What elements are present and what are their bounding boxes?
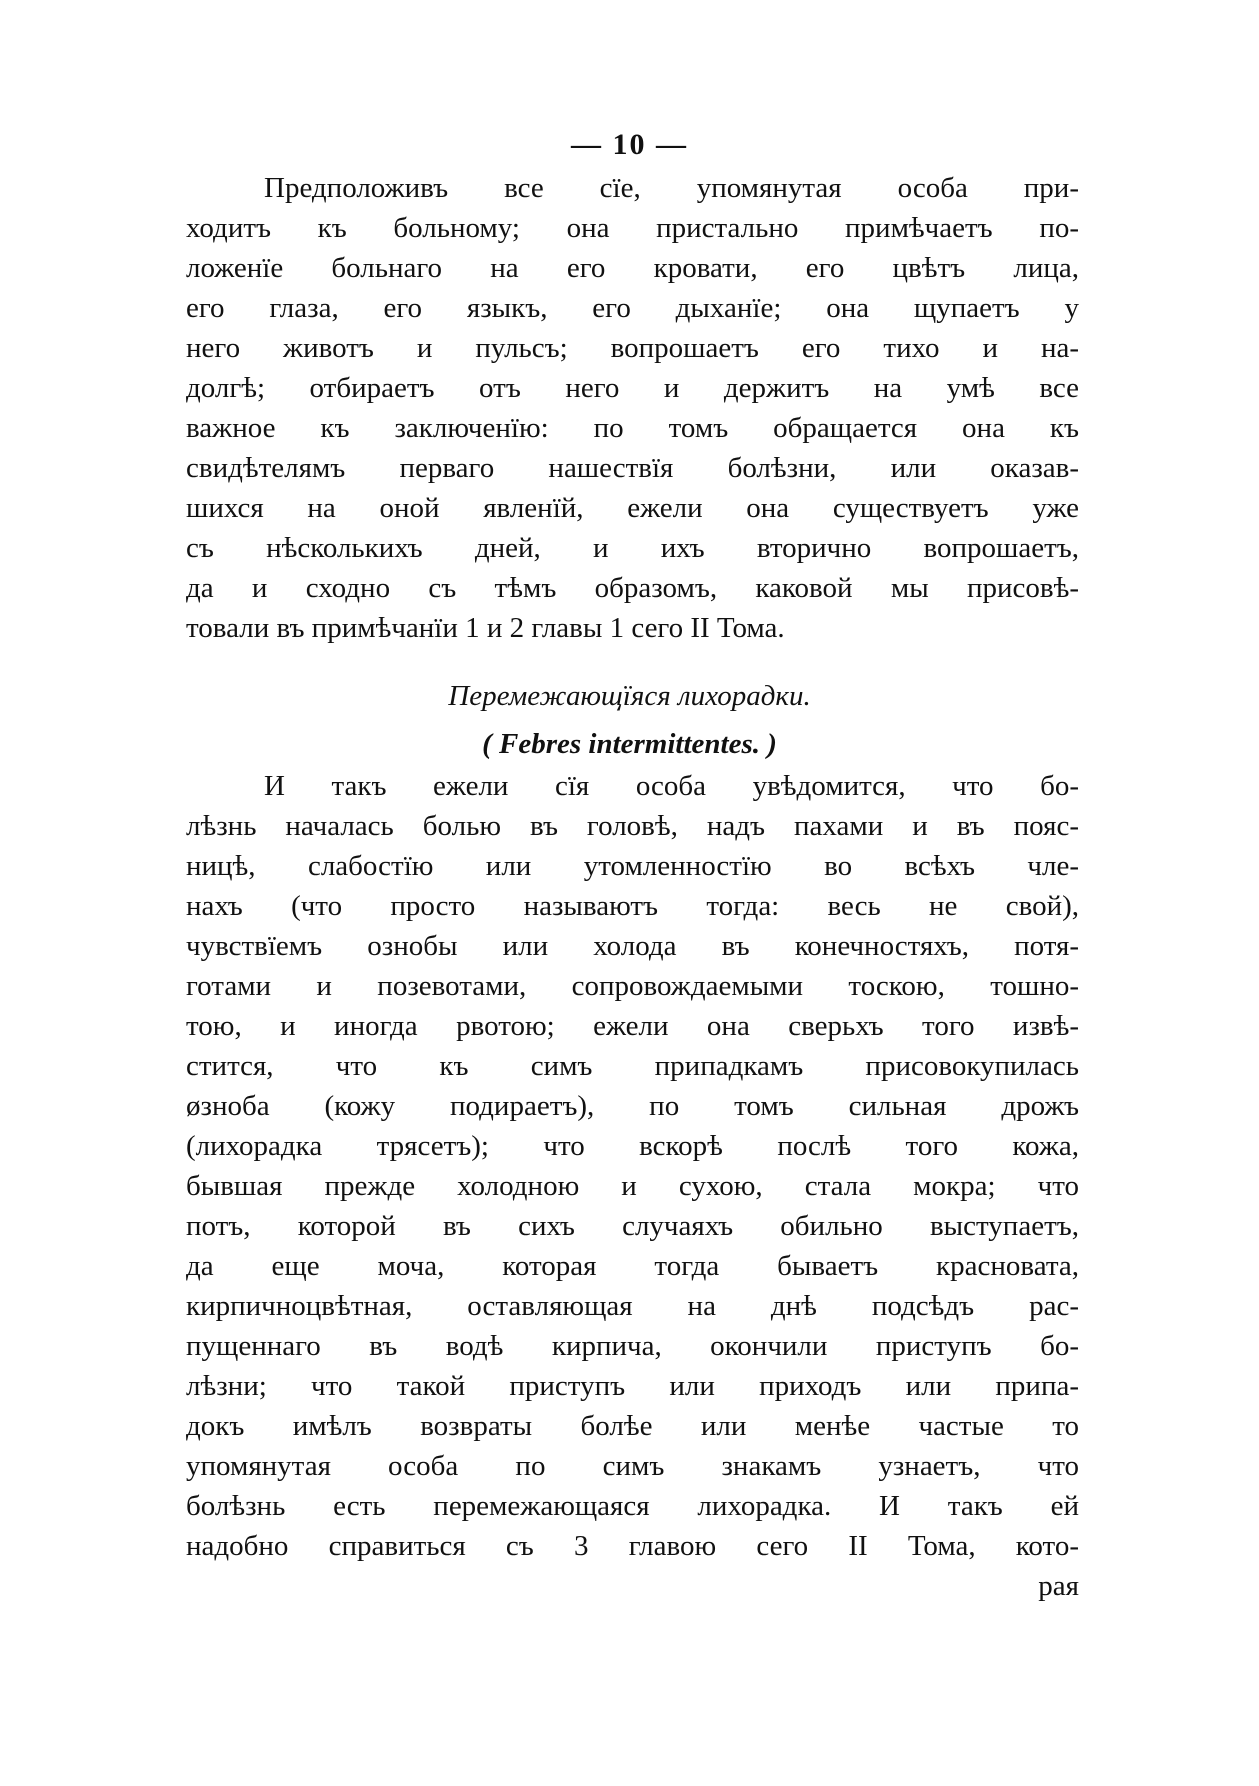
text-line: готами и позевотами, сопровождаемыми тоскою, тошно- — [186, 970, 1079, 1002]
text-line: свидѣтелямъ перваго нашествїя болѣзни, или оказав- — [186, 452, 1079, 484]
text-line: øзноба (кожу подираетъ), по томъ сильная дрожъ — [186, 1090, 1079, 1122]
text-line: Предположивъ все сїе, упомянутая особа при- — [264, 172, 1079, 204]
text-line: нахъ (что просто называютъ тогда: весь не свой), — [186, 890, 1079, 922]
text-line: да и сходно съ тѣмъ образомъ, каковой мы присовѣ- — [186, 572, 1079, 604]
text-line: да еще моча, которая тогда бываетъ красновата, — [186, 1250, 1079, 1282]
catchword: рая — [1038, 1570, 1079, 1602]
text-line: чувствїемъ ознобы или холода въ конечностяхъ, потя- — [186, 930, 1079, 962]
text-line: (лихорадка трясетъ); что вскорѣ послѣ того кожа, — [186, 1130, 1079, 1162]
text-line: лѣзнь началась болью въ головѣ, надъ пахами и въ пояс- — [186, 810, 1079, 842]
text-line: бывшая прежде холодною и сухою, стала мокра; что — [186, 1170, 1079, 1202]
text-line: болѣзнь есть перемежающаяся лихорадка. И такъ ей — [186, 1490, 1079, 1522]
text-line: товали въ примѣчанїи 1 и 2 главы 1 сего II Тома. — [186, 612, 785, 644]
text-line: шихся на оной явленїй, ежели она существуетъ уже — [186, 492, 1079, 524]
text-line: долгѣ; отбираетъ отъ него и держитъ на умѣ все — [186, 372, 1079, 404]
text-line: И такъ ежели сїя особа увѣдомится, что бо- — [264, 770, 1079, 802]
text-line: ходитъ къ больному; она пристально примѣчаетъ по- — [186, 212, 1079, 244]
paragraph-2 — [186, 766, 1079, 1606]
text-line: надобно справиться съ 3 главою сего II Тома, кото- — [186, 1530, 1079, 1562]
text-line: съ нѣсколькихъ дней, и ихъ вторично вопрошаетъ, — [186, 532, 1079, 564]
text-line: докъ имѣлъ возвраты болѣе или менѣе частые то — [186, 1410, 1079, 1442]
text-line: него животъ и пульсъ; вопрошаетъ его тихо и на- — [186, 332, 1079, 364]
section-heading: Перемежающїяся лихорадки. — [448, 680, 811, 712]
text-line: тою, и иногда рвотою; ежели она сверьхъ того извѣ- — [186, 1010, 1079, 1042]
text-line: лѣзни; что такой приступъ или приходъ или припа- — [186, 1370, 1079, 1402]
text-line: пущеннаго въ водѣ кирпича, окончили приступъ бо- — [186, 1330, 1079, 1362]
section-subheading: ( Febres intermittentes. ) — [482, 728, 777, 760]
text-line: стится, что къ симъ припадкамъ присовокупилась — [186, 1050, 1079, 1082]
text-line: упомянутая особа по симъ знакамъ узнаетъ, что — [186, 1450, 1079, 1482]
text-line: кирпичноцвѣтная, оставляющая на днѣ подсѣдъ рас- — [186, 1290, 1079, 1322]
text-line: потъ, которой въ сихъ случаяхъ обильно выступаетъ, — [186, 1210, 1079, 1242]
text-line: ницѣ, слабостїю или утомленностїю во всѣхъ чле- — [186, 850, 1079, 882]
text-line: его глаза, его языкъ, его дыханїе; она щупаетъ у — [186, 292, 1079, 324]
page-number: — 10 — — [571, 128, 688, 161]
text-line: важное къ заключенїю: по томъ обращается она къ — [186, 412, 1079, 444]
text-line: ложенїе больнаго на его кровати, его цвѣтъ лица, — [186, 252, 1079, 284]
paragraph-1 — [186, 168, 1079, 648]
